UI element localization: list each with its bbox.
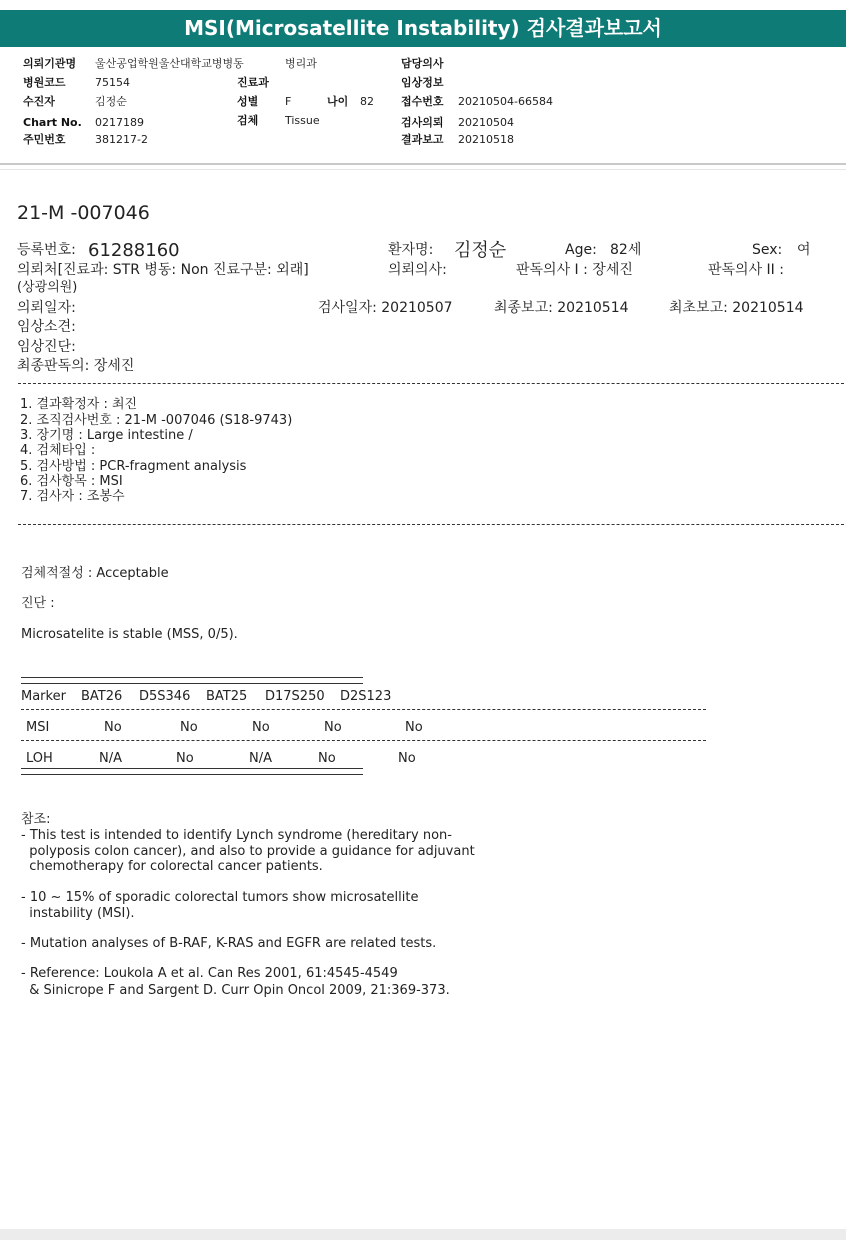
reader-1: 판독의사 I : 장세진 (516, 262, 633, 278)
reference-line: polyposis colon cancer), and also to provide a guidance for adjuvant (21, 844, 475, 859)
clinic-name: (상광의원) (17, 280, 78, 295)
receipt-number: 20210504-66584 (458, 95, 553, 108)
patient-name: 김정순 (95, 95, 127, 108)
table-cell: No (318, 751, 336, 766)
reg-number: 61288160 (88, 240, 180, 261)
detail-line: 6. 검사항목 : MSI (20, 474, 123, 489)
reader-2: 판독의사 II : (708, 262, 784, 278)
table-cell: No (398, 751, 416, 766)
request-org-label: 의뢰기관명 (23, 57, 77, 70)
sex-value-body: 여 (797, 242, 811, 258)
table-cell: N/A (99, 751, 122, 766)
references-title: 참조: (21, 812, 51, 827)
diagnosis-text: Microsatelite is stable (MSS, 0/5). (21, 627, 238, 642)
reference-line: & Sinicrope F and Sargent D. Curr Opin Oncol 2009, 21:369-373. (21, 983, 450, 998)
clinical-findings: 임상소견: (17, 319, 76, 335)
table-cell: LOH (26, 751, 53, 766)
detail-line: 3. 장기명 : Large intestine / (20, 428, 193, 443)
table-rule (21, 709, 706, 710)
table-header: Marker (21, 689, 66, 704)
table-cell: No (405, 720, 423, 735)
sex-label-body: Sex: (752, 242, 783, 258)
specimen-label: 검체 (237, 114, 259, 127)
request-org: 울산공업학원울산대학교병병동 (95, 57, 244, 70)
table-cell: No (252, 720, 270, 735)
chart-number: 0217189 (95, 116, 144, 129)
age-label: 나이 (327, 95, 349, 108)
patient-name-label: 환자명: (388, 242, 434, 258)
table-header: D17S250 (265, 689, 325, 704)
hospital-code: 75154 (95, 76, 130, 89)
report-title: MSI(Microsatellite Instability) 검사결과보고서 (184, 16, 662, 40)
request-date: 20210504 (458, 116, 514, 129)
ward-value: 병리과 (285, 57, 317, 70)
header-divider (0, 163, 846, 165)
age-value: 82 (360, 95, 374, 108)
attending-label: 담당의사 (401, 57, 444, 70)
reference-line: instability (MSI). (21, 906, 135, 921)
diagnosis-label: 진단 : (21, 596, 55, 611)
table-cell: No (180, 720, 198, 735)
first-report-date: 최초보고: 20210514 (669, 300, 804, 316)
case-number: 21-M -007046 (17, 202, 150, 224)
requesting-doctor: 의뢰의사: (388, 262, 447, 278)
table-cell: N/A (249, 751, 272, 766)
request-date-label: 검사의뢰 (401, 116, 444, 129)
specimen-adequacy: 검체적절성 : Acceptable (21, 566, 169, 581)
detail-line: 4. 검체타입 : (20, 443, 96, 458)
dept-label: 진료과 (237, 76, 269, 89)
header-divider-light (0, 169, 846, 170)
chart-label: Chart No. (23, 116, 82, 129)
sex-value: F (285, 95, 292, 108)
final-report-date: 최종보고: 20210514 (494, 300, 629, 316)
final-reader: 최종판독의: 장세진 (17, 358, 135, 374)
table-header: BAT26 (81, 689, 123, 704)
reference-line: - Reference: Loukola A et al. Can Res 2001, 61:4545-4549 (21, 966, 398, 981)
report-title-banner (0, 10, 846, 47)
reference-line: - 10 ~ 15% of sporadic colorectal tumors show microsatellite (21, 890, 419, 905)
table-cell: No (104, 720, 122, 735)
reference-line: - This test is intended to identify Lynch syndrome (hereditary non- (21, 828, 452, 843)
detail-line: 5. 검사방법 : PCR-fragment analysis (20, 459, 247, 474)
clinical-diagnosis: 임상진단: (17, 339, 76, 355)
report-date-label: 결과보고 (401, 133, 444, 146)
age-value-body: 82세 (610, 242, 642, 258)
bottom-bar (0, 1229, 846, 1240)
test-date: 검사일자: 20210507 (318, 300, 453, 316)
reg-label: 등록번호: (17, 242, 76, 258)
detail-line: 1. 결과확정자 : 최진 (20, 397, 138, 412)
table-bottom-rule (21, 768, 363, 775)
reference-line: chemotherapy for colorectal cancer patients. (21, 859, 323, 874)
report-date: 20210518 (458, 133, 514, 146)
hospital-code-label: 병원코드 (23, 76, 66, 89)
age-label-body: Age: (565, 242, 597, 258)
requester: 의뢰처[진료과: STR 병동: Non 진료구분: 외래] (17, 262, 309, 278)
table-cell: No (176, 751, 194, 766)
sex-label: 성별 (237, 95, 259, 108)
table-cell: MSI (26, 720, 50, 735)
table-rule (21, 740, 706, 741)
receipt-label: 접수번호 (401, 95, 444, 108)
request-date-body: 의뢰일자: (17, 300, 76, 316)
table-top-rule (21, 677, 363, 684)
clinical-info-label: 임상정보 (401, 76, 444, 89)
table-header: D2S123 (340, 689, 392, 704)
resident-label: 주민번호 (23, 133, 66, 146)
dashed-divider (18, 524, 844, 525)
detail-line: 7. 검사자 : 조봉수 (20, 489, 125, 504)
table-cell: No (324, 720, 342, 735)
table-header: D5S346 (139, 689, 191, 704)
reference-line: - Mutation analyses of B-RAF, K-RAS and EGFR are related tests. (21, 936, 437, 951)
patient-name-value: 김정순 (454, 240, 507, 261)
specimen-value: Tissue (285, 114, 320, 127)
dashed-divider (18, 383, 844, 384)
resident-number: 381217-2 (95, 133, 148, 146)
detail-line: 2. 조직검사번호 : 21-M -007046 (S18-9743) (20, 413, 293, 428)
patient-label: 수진자 (23, 95, 55, 108)
table-header: BAT25 (206, 689, 248, 704)
